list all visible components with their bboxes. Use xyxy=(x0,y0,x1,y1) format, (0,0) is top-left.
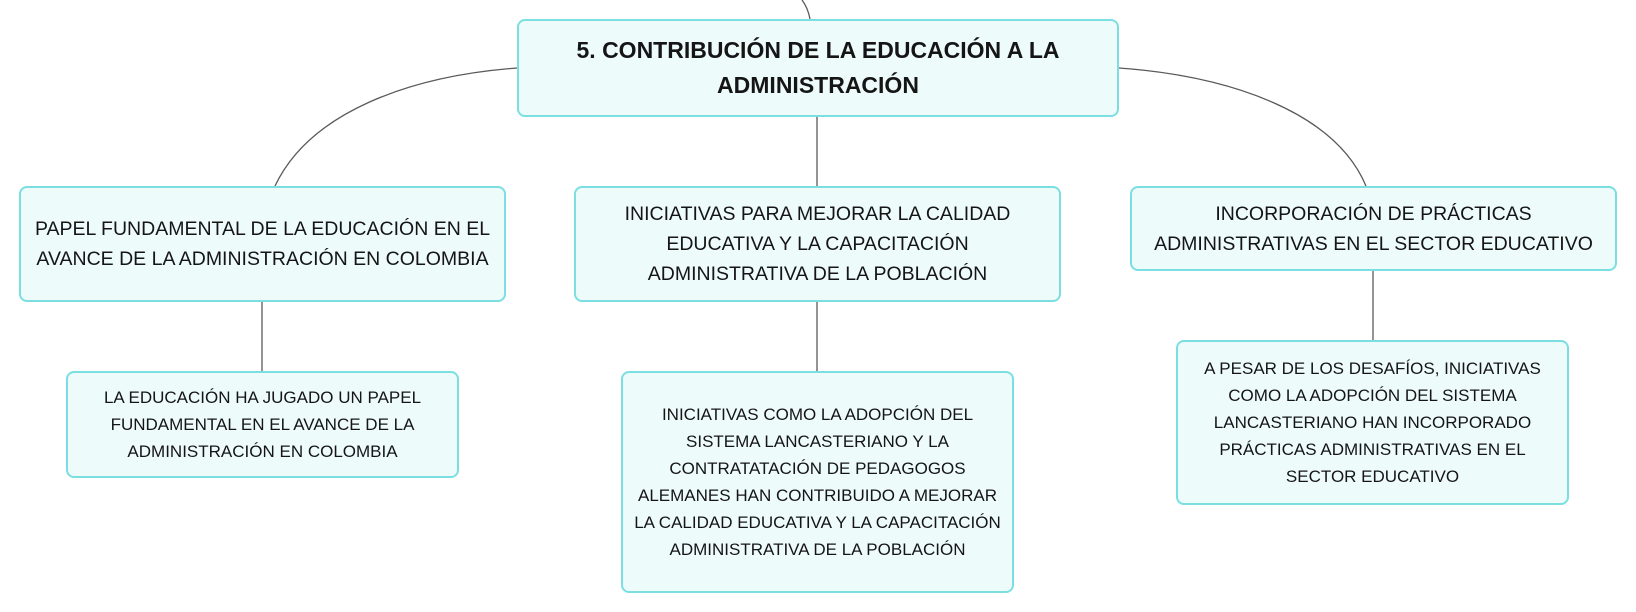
branch-1-text: PAPEL FUNDAMENTAL DE LA EDUCACIÓN EN EL AVANCE DE LA ADMINISTRACIÓN EN COLOMBIA xyxy=(34,218,491,270)
branch-2-child-text: INICIATIVAS COMO LA ADOPCIÓN DEL SISTEMA LANCASTERIANO Y LA CONTRATATACIÓN DE PEDAGOGOS ALEMANES HAN CONTRIBUIDO A MEJORAR LA CALIDAD EDUCATIVA Y LA CAPACITACIÓN ADMINISTRATIVA DE LA POBLACIÓN xyxy=(634,405,1001,559)
branch-3-child-text: A PESAR DE LOS DESAFÍOS, INICIATIVAS COMO LA ADOPCIÓN DEL SISTEMA LANCASTERIANO HAN INCORPORADO PRÁCTICAS ADMINISTRATIVAS EN EL SECTOR EDUCATIVO xyxy=(1204,359,1541,486)
connector-root-to-branch-1 xyxy=(275,68,517,186)
branch-1-child-text: LA EDUCACIÓN HA JUGADO UN PAPEL FUNDAMENTAL EN EL AVANCE DE LA ADMINISTRACIÓN EN COLOMBIA xyxy=(103,388,422,461)
branch-3-node[interactable] xyxy=(1130,186,1617,271)
connector-incoming xyxy=(802,0,810,19)
branch-1-node[interactable] xyxy=(19,186,506,302)
branch-2-child-node[interactable] xyxy=(621,371,1014,593)
connector-root-to-branch-3 xyxy=(1119,68,1366,186)
root-topic-node[interactable] xyxy=(517,19,1119,117)
branch-2-node[interactable] xyxy=(574,186,1061,302)
branch-2-text: INICIATIVAS PARA MEJORAR LA CALIDAD EDUCATIVA Y LA CAPACITACIÓN ADMINISTRATIVA DE LA POBLACIÓN xyxy=(624,203,1011,285)
branch-3-child-node[interactable] xyxy=(1176,340,1569,505)
branch-3-text: INCORPORACIÓN DE PRÁCTICAS ADMINISTRATIVAS EN EL SECTOR EDUCATIVO xyxy=(1154,202,1593,255)
branch-1-child-node[interactable] xyxy=(66,371,459,478)
root-topic-text: 5. CONTRIBUCIÓN DE LA EDUCACIÓN A LA ADMINISTRACIÓN xyxy=(576,37,1060,98)
